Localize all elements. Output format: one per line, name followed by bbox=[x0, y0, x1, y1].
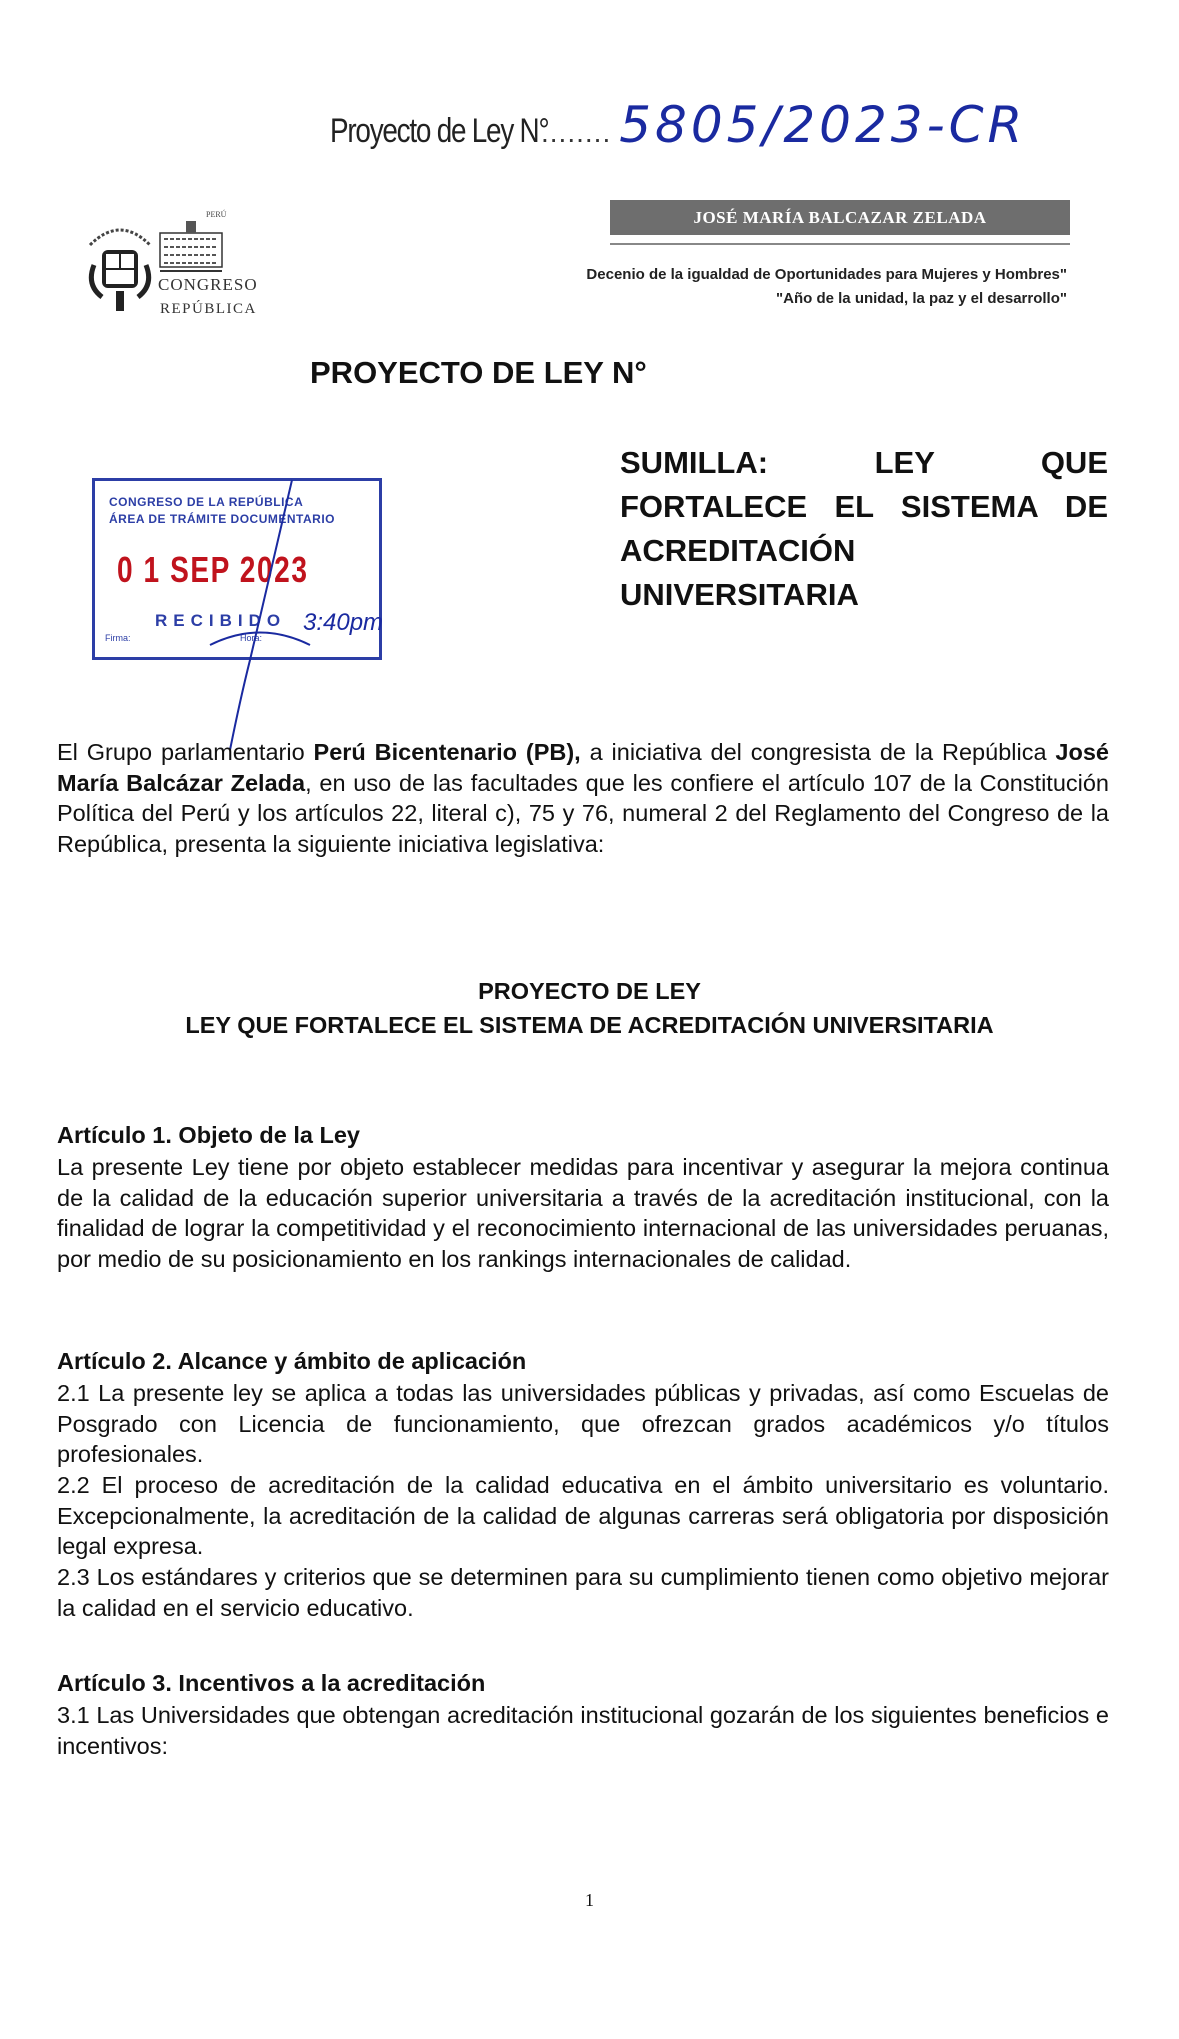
stamp-department: ÁREA DE TRÁMITE DOCUMENTARIO bbox=[109, 512, 335, 526]
bill-heading: PROYECTO DE LEY bbox=[478, 978, 701, 1004]
congress-building-icon bbox=[160, 221, 222, 271]
intro-paragraph bbox=[57, 737, 1109, 859]
stamp-date: 0 1 SEP 2023 bbox=[117, 549, 309, 590]
stamp-institution: CONGRESO DE LA REPÚBLICA bbox=[109, 495, 304, 509]
sumilla-line-3: ACREDITACIÓN bbox=[620, 533, 856, 568]
intro-text-1: El Grupo parlamentario bbox=[57, 739, 314, 765]
logo-small-text: PERÚ bbox=[206, 210, 227, 219]
article-2-heading: Artículo 2. Alcance y ámbito de aplicación bbox=[57, 1348, 527, 1374]
article-1-paragraph: La presente Ley tiene por objeto establecer medidas para incentivar y asegurar la mejora continua de la calidad de la educación superior universitaria a través de la acreditación institucional, con la finalidad de lograr la competitividad y el reconocimiento internacional de las universidades peruanas, por medio de su posicionamiento en los rankings internacionales de calidad. bbox=[57, 1154, 1109, 1272]
logo-text-republica: REPÚBLICA bbox=[160, 301, 257, 317]
project-label: Proyecto de Ley N° bbox=[330, 112, 549, 150]
article-2-paragraph-1: 2.1 La presente ley se aplica a todas las universidades públicas y privadas, así como Escuelas de Posgrado con Licencia de funcionamiento, que ofrezcan grados académicos y/o títulos profesionales. bbox=[57, 1380, 1109, 1467]
article-3-paragraph: 3.1 Las Universidades que obtengan acreditación institucional gozarán de los siguientes beneficios e incentivos: bbox=[57, 1702, 1109, 1759]
page-number: 1 bbox=[585, 1890, 594, 1910]
handwritten-signature bbox=[200, 470, 320, 760]
project-number-line bbox=[330, 96, 1026, 154]
sumilla-line-1: SUMILLA: LEY QUE bbox=[620, 445, 1108, 480]
intro-congressman: José María Balcázar Zelada bbox=[57, 739, 1109, 796]
stamp-hour-label: Hora: bbox=[240, 633, 263, 643]
stamp-signature-label: Firma: bbox=[105, 633, 131, 643]
intro-party: Perú Bicentenario (PB), bbox=[313, 739, 581, 765]
banner-divider bbox=[610, 243, 1070, 245]
peru-coat-of-arms-icon bbox=[90, 230, 150, 311]
congressman-name-banner: JOSÉ MARÍA BALCAZAR ZELADA bbox=[610, 200, 1070, 235]
handwritten-project-number: 5805/2023-CR bbox=[619, 96, 1027, 154]
decade-motto: Decenio de la igualdad de Oportunidades para Mujeres y Hombres" bbox=[586, 266, 1067, 283]
sumilla-line-2: FORTALECE EL SISTEMA DE bbox=[620, 489, 1108, 524]
bill-subheading: LEY QUE FORTALECE EL SISTEMA DE ACREDITACIÓN UNIVERSITARIA bbox=[185, 1012, 994, 1038]
article-3-heading: Artículo 3. Incentivos a la acreditación bbox=[57, 1670, 486, 1696]
stamp-handwritten-time: 3:40pm bbox=[303, 609, 384, 636]
article-2-paragraph-2: 2.2 El proceso de acreditación de la calidad educativa en el ámbito universitario es voluntario. Excepcionalmente, la acreditación de la calidad de algunas carreras será obligatoria por disposición legal expresa. bbox=[57, 1472, 1109, 1559]
stamp-received: RECIBIDO bbox=[155, 611, 287, 630]
article-2-paragraph-3: 2.3 Los estándares y criterios que se determinen para su cumplimiento tienen como objetivo mejorar la calidad en el servicio educativo. bbox=[57, 1564, 1109, 1621]
sumilla-line-4: UNIVERSITARIA bbox=[620, 577, 859, 612]
intro-text-2: a iniciativa del congresista de la República bbox=[580, 739, 1056, 765]
intro-text-3: , en uso de las facultades que les confiere el artículo 107 de la Constitución Política del Perú y los artículos 22, literal c), 75 y 76, numeral 2 del Reglamento del Congreso de la República, presenta la siguiente iniciativa legislativa: bbox=[57, 769, 1109, 857]
article-1-heading: Artículo 1. Objeto de la Ley bbox=[57, 1122, 360, 1148]
year-motto: "Año de la unidad, la paz y el desarrollo" bbox=[776, 290, 1067, 307]
document-title: PROYECTO DE LEY N° bbox=[310, 355, 647, 390]
project-dots: ........ bbox=[541, 117, 612, 148]
logo-text-congreso: CONGRESO bbox=[158, 275, 258, 294]
